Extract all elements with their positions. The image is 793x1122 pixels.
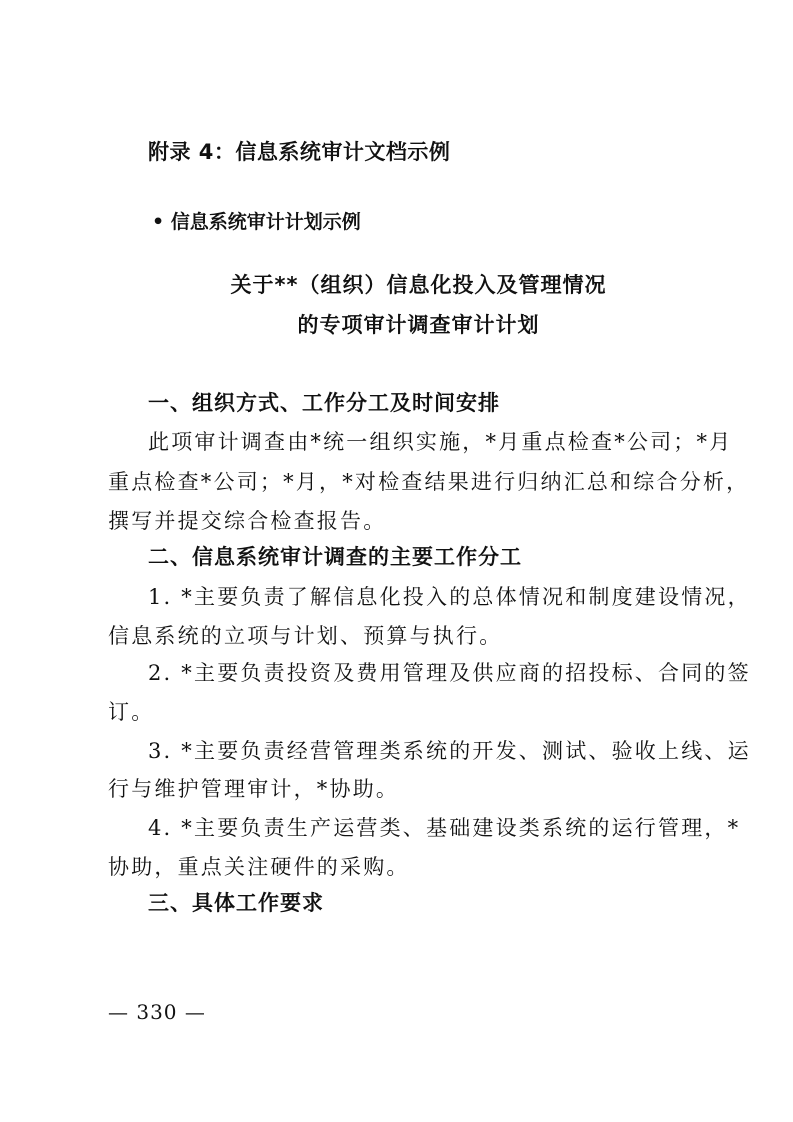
section-3-heading: 三、具体工作要求 — [148, 891, 324, 915]
paragraph-line: 3. *主要负责经营管理类系统的开发、测试、验收上线、运 — [148, 739, 751, 763]
paragraph-line: 2. *主要负责投资及费用管理及供应商的招投标、合同的签 — [148, 661, 751, 685]
document-title-line-2: 的专项审计调查审计计划 — [297, 313, 540, 337]
section-bullet: • 信息系统审计计划示例 — [152, 211, 361, 233]
paragraph-line: 重点检查*公司；*月，*对检查结果进行归纳汇总和综合分析， — [108, 470, 750, 494]
paragraph-line: 1. *主要负责了解信息化投入的总体情况和制度建设情况， — [148, 585, 751, 609]
paragraph-line: 此项审计调查由*统一组织实施，*月重点检查*公司；*月 — [148, 430, 733, 454]
page-number: — 330 — — [108, 1000, 206, 1024]
document-title-line-1: 关于**（组织）信息化投入及管理情况 — [230, 273, 607, 297]
section-1-heading: 一、组织方式、工作分工及时间安排 — [148, 391, 500, 415]
paragraph-line: 信息系统的立项与计划、预算与执行。 — [108, 624, 503, 648]
paragraph-line: 4. *主要负责生产运营类、基础建设类系统的运行管理，* — [148, 816, 741, 840]
appendix-title: 附录 4：信息系统审计文档示例 — [148, 140, 451, 164]
section-2-heading: 二、信息系统审计调查的主要工作分工 — [148, 545, 522, 569]
paragraph-line: 行与维护管理审计，*协助。 — [108, 777, 400, 801]
paragraph-line: 协助，重点关注硬件的采购。 — [108, 855, 410, 879]
paragraph-line: 撰写并提交综合检查报告。 — [108, 509, 387, 533]
paragraph-line: 订。 — [108, 700, 155, 724]
